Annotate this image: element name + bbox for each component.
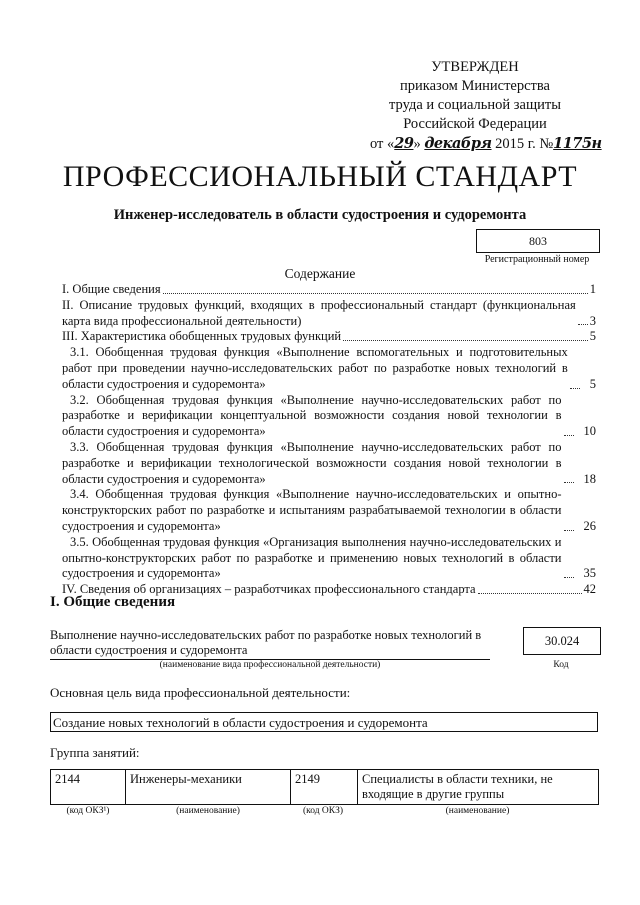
goal-box: Создание новых технологий в области судостроения и судоремонта: [50, 712, 598, 732]
registration-number-label: Регистрационный номер: [484, 254, 590, 265]
occupation-group-label: Группа занятий:: [50, 745, 140, 760]
toc-page-number: 18: [583, 471, 596, 486]
handwritten-month: декабря: [424, 135, 492, 152]
toc-entry: II. Описание трудовых функций, входящих в профессиональный стандарт (функциональная карта вида профессиональной деятельности) 3: [62, 297, 596, 328]
table-caption: (код ОКЗ¹): [66, 806, 110, 816]
toc-entry: IV. Сведения об организациях – разработчиках профессионального стандарта 42: [62, 582, 596, 597]
okz-name-cell: Специалисты в области техники, не входящие в другие группы: [358, 770, 599, 805]
activity-name: Выполнение научно-исследовательских работ по разработке новых технологий в области судостроения и судоремонта: [50, 628, 482, 657]
handwritten-order-number: 1175н: [553, 135, 602, 152]
toc-page-number: 5: [589, 329, 596, 344]
toc-page-number: 1: [589, 282, 596, 296]
document-title: ПРОФЕССИОНАЛЬНЫЙ СТАНДАРТ: [62, 160, 578, 193]
goal-label: Основная цель вида профессиональной деятельности:: [50, 685, 351, 700]
approval-line: труда и социальной защиты: [389, 97, 561, 113]
document-subtitle: Инженер-исследователь в области судостроения и судоремонта: [113, 207, 527, 223]
date-year: 2015 г. №: [495, 136, 554, 152]
handwritten-day: 29: [394, 135, 414, 152]
toc-entry: 3.1. Обобщенная трудовая функция «Выполнение вспомогательных и подготовительных работ при проведении научно-исследовательских работ по разработке новых технологий в области судостроения и судоремонта» 5: [62, 345, 596, 391]
toc-entry: 3.4. Обобщенная трудовая функция «Выполнение научно-исследовательских и опытно-конструкторских работ по разработке и испытаниям разрабатываемой технологии в области судостроения и судоремонта» 26: [62, 487, 596, 533]
date-prefix: от «: [370, 136, 395, 152]
toc-page-number: 5: [589, 376, 596, 391]
toc-entry: I. Общие сведения 1: [62, 282, 596, 296]
toc-entry: 3.2. Обобщенная трудовая функция «Выполнение научно-исследовательских работ по разработке и верификации концептуальной возможности создания новой технологии в области судостроения и судоремонта» 10: [62, 392, 596, 439]
date-mid: »: [413, 136, 421, 152]
activity-code-box: 30.024: [523, 627, 601, 655]
approval-block: [370, 58, 602, 154]
toc-heading: Содержание: [284, 266, 356, 281]
table-row: [51, 770, 599, 805]
registration-number-box: 803: [476, 229, 600, 253]
toc-page-number: 35: [583, 566, 596, 581]
approval-line: приказом Министерства: [400, 78, 550, 94]
table-of-contents: [62, 282, 596, 598]
toc-page-number: 26: [583, 518, 596, 533]
approval-date-line: [370, 134, 602, 154]
table-caption: (код ОКЗ): [302, 806, 344, 816]
toc-entry: 3.3. Обобщенная трудовая функция «Выполнение научно-исследовательских работ по разработке и верификации технологической возможности создания новой технологии в области судостроения и судоремонта» 18: [62, 439, 596, 486]
table-caption: (наименование): [445, 806, 510, 816]
activity-caption: (наименование вида профессиональной деятельности): [159, 660, 381, 670]
toc-page-number: 3: [589, 313, 596, 328]
section-heading: I. Общие сведения: [50, 594, 176, 610]
okz-code-cell: 2144: [51, 770, 126, 805]
toc-entry: III. Характеристика обобщенных трудовых функций 5: [62, 329, 596, 344]
occupation-group-table: [50, 769, 599, 805]
approval-line: Российской Федерации: [403, 116, 547, 132]
activity-code-caption: Код: [553, 660, 569, 670]
toc-entry: 3.5. Обобщенная трудовая функция «Организация выполнения научно-исследовательских и опытно-конструкторских работ по разработке и применению новых технологий в области судостроения и судоремонта» 35: [62, 534, 596, 581]
okz-code-cell: 2149: [291, 770, 358, 805]
toc-page-number: 10: [583, 424, 596, 439]
toc-page-number: 42: [583, 582, 596, 597]
table-caption: (наименование): [176, 806, 240, 816]
approval-line: УТВЕРЖДЕН: [431, 59, 519, 75]
okz-name-cell: Инженеры-механики: [126, 770, 291, 805]
